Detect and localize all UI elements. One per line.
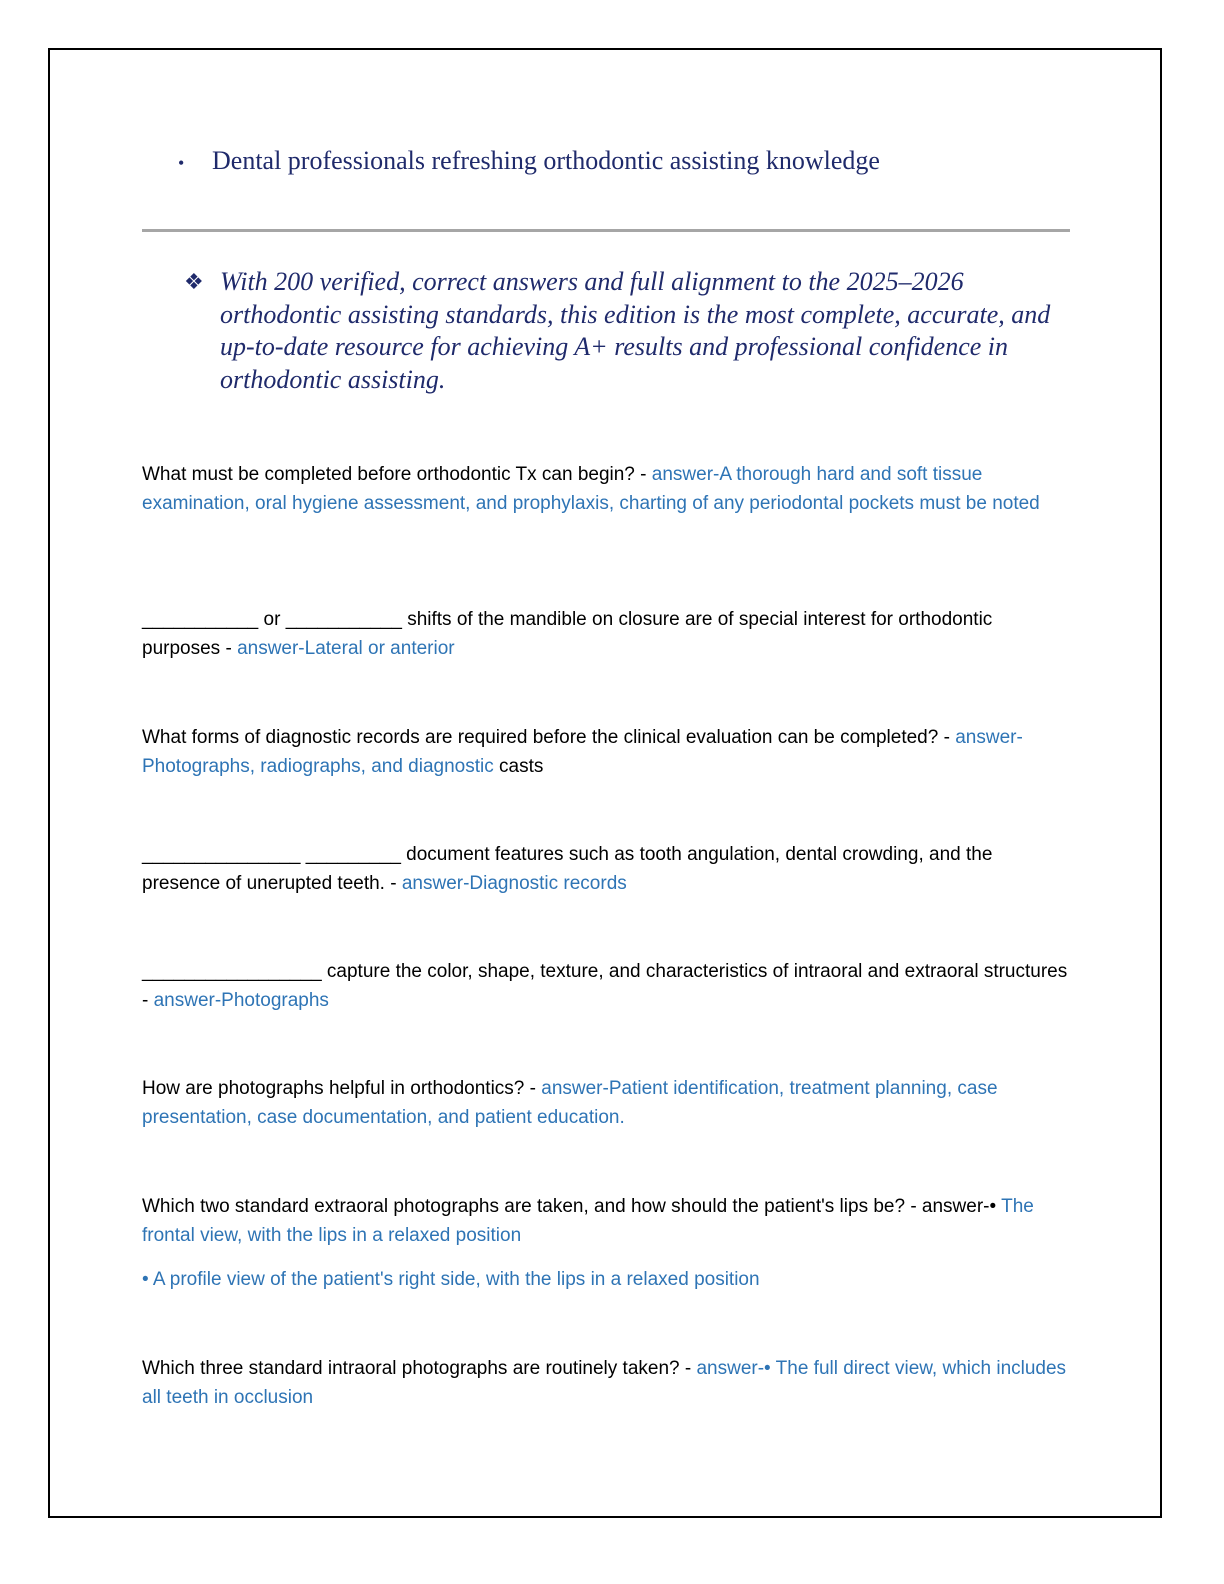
divider <box>142 229 1070 232</box>
question: _______________ _________ document features such as tooth angulation, dental crowding, and the presence of unerupted teeth. - <box>142 844 993 894</box>
answer: answer-Lateral or anterior <box>237 637 455 659</box>
qa-item-8 <box>142 1355 1072 1412</box>
qa-item-3 <box>142 724 1072 781</box>
question: What must be completed before orthodontic Tx can begin? - <box>142 464 647 485</box>
highlight-statement <box>184 266 1074 396</box>
bullet-icon: • <box>178 152 185 173</box>
qa-item-2 <box>142 606 1072 663</box>
answer: answer-Patient identification, treatment planning, case presentation, case documentation, and patient education. <box>142 1078 998 1128</box>
diamond-bullet-icon: ❖ <box>184 269 204 294</box>
answer: The frontal view, with the lips in a relaxed position <box>142 1196 1034 1246</box>
qa-item-5 <box>142 958 1072 1015</box>
qa-item-4 <box>142 841 1072 898</box>
answer: answer-A thorough hard and soft tissue examination, oral hygiene assessment, and prophylaxis, charting of any periodontal pockets must be noted <box>142 464 1040 514</box>
question: _________________ capture the color, shape, texture, and characteristics of intraoral and extraoral structures - <box>142 961 1068 1011</box>
question: ___________ or ___________ shifts of the mandible on closure are of special interest for orthodontic purposes - <box>142 609 993 659</box>
question: Which two standard extraoral photographs are taken, and how should the patient's lips be? - answer-• <box>142 1196 997 1217</box>
qa-item-6 <box>142 1075 1072 1132</box>
answer-tail: casts <box>499 755 544 777</box>
qa-item-7 <box>142 1193 1072 1295</box>
question: Which three standard intraoral photographs are routinely taken? - <box>142 1358 692 1379</box>
answer: answer-Photographs <box>153 989 329 1011</box>
answer-second-bullet: • A profile view of the patient's right side, with the lips in a relaxed position <box>142 1269 760 1290</box>
answer: answer-Diagnostic records <box>401 872 627 894</box>
audience-bullet-text: Dental professionals refreshing orthodontic assisting knowledge <box>212 146 880 175</box>
highlight-text: With 200 verified, correct answers and full alignment to the 2025–2026 orthodontic assisting standards, this edition is the most complete, accurate, and up-to-date resource for achieving A+ results and professional confidence in orthodontic assisting. <box>220 267 1051 394</box>
question: What forms of diagnostic records are required before the clinical evaluation can be completed? - <box>142 727 950 748</box>
answer: answer-• The full direct view, which includes all teeth in occlusion <box>142 1358 1067 1408</box>
answer: answer-Photographs, radiographs, and diagnostic <box>142 727 1023 777</box>
audience-bullet <box>178 146 880 176</box>
question: How are photographs helpful in orthodontics? - <box>142 1078 536 1099</box>
qa-item-1 <box>142 461 1072 518</box>
